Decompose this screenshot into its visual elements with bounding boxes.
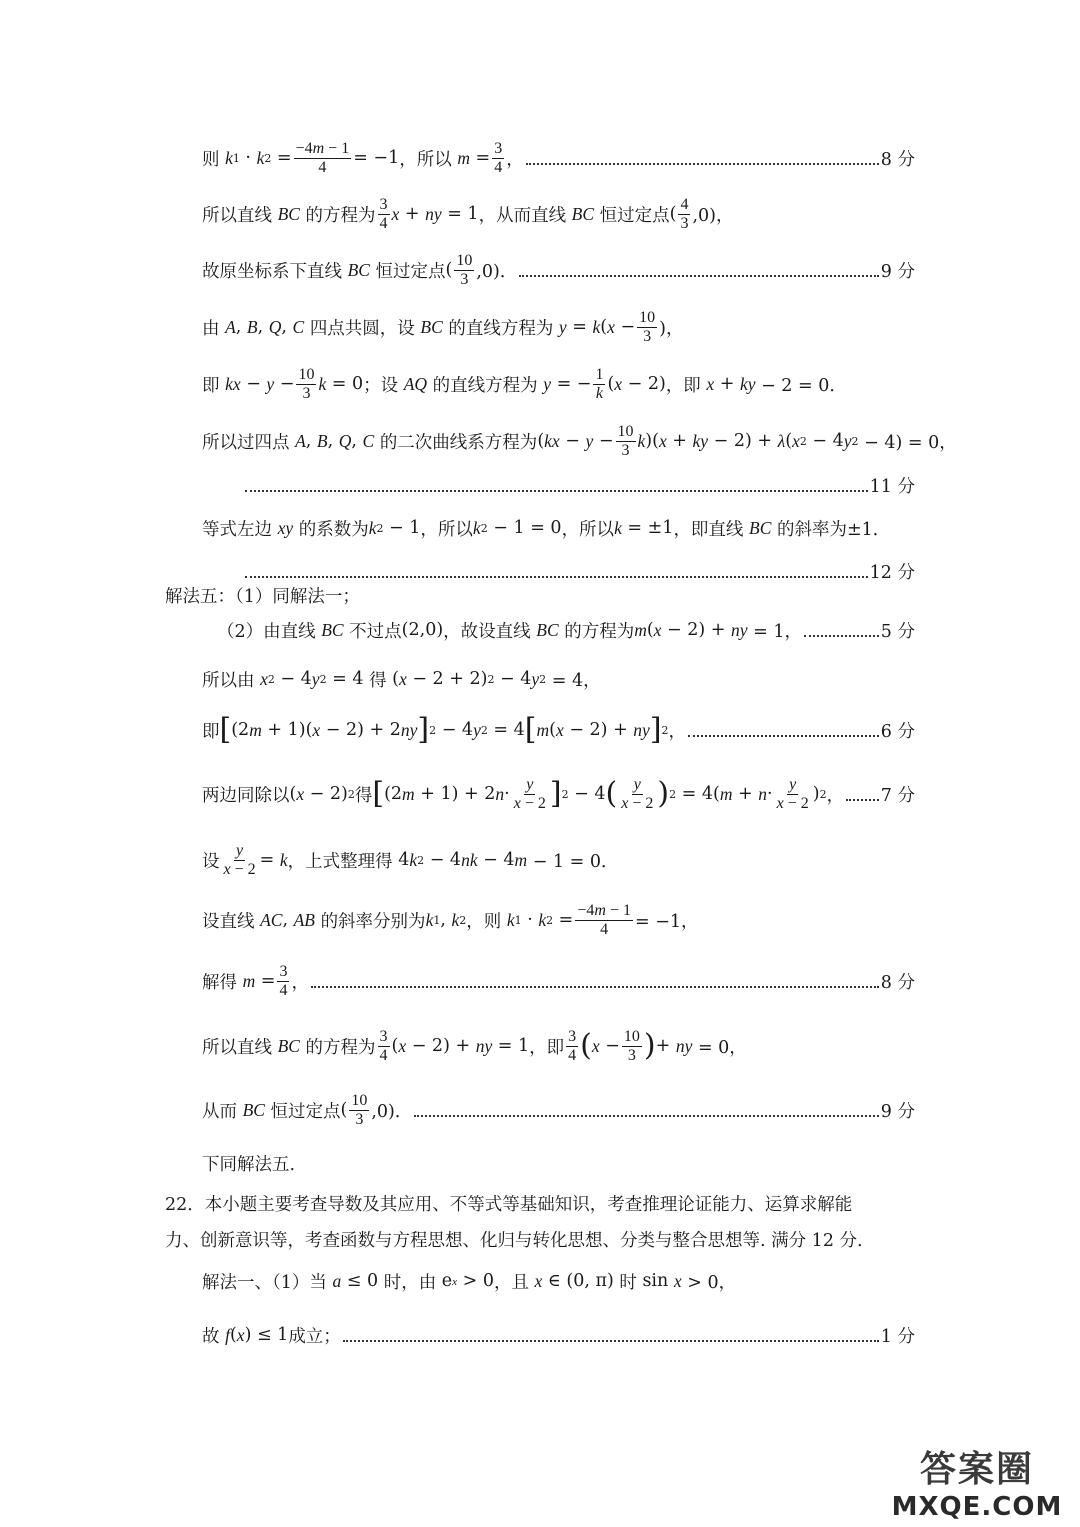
line-10: 解法五：（1）同解法一； <box>165 586 360 607</box>
leader-dots <box>688 733 879 737</box>
leader-dots <box>414 1113 878 1117</box>
line-18: 所以直线 BC 的方程为 $\frac{3}{4}$ ( x − 2) + ny = 1 ，即 $\frac{3}{4}$ ( x − $\frac{10}{3}$ ) + ny = 0， <box>202 1027 747 1064</box>
line-5: 即 kx − y − $\frac{10}{3}$ k = 0 ；设 AQ 的直线方程为 y = − $\frac{1}{k}$ ( x − 2) ，即 x + ky − 2 = 0． <box>202 365 847 402</box>
leader-dots <box>245 488 868 492</box>
line-14: 两边同除以 ( x − 2) 2 得 [ (2 m + 1) + 2 n · $\frac{y}{x - 2}$ ] 2 − 4 ( $\frac{y}{x - 2}$ ) 2 = 4( m + n · $\frac{y}{x - 2}$ ) 2 ， 7 分 <box>202 775 915 812</box>
leader-dots <box>343 1338 879 1342</box>
score: 7 分 <box>880 785 915 806</box>
score: 9 分 <box>880 261 915 282</box>
score: 8 分 <box>880 149 915 170</box>
line-17: 解得 m = $\frac{3}{4}$ ， 8 分 <box>202 962 915 999</box>
line-4: 由 A , B , Q , C 四点共圆，设 BC 的直线方程为 y = k ( x − $\frac{10}{3}$ )， <box>202 308 684 345</box>
line-19: 从而 BC 恒过定点 ( $\frac{10}{3}$ ,0)． 9 分 <box>202 1091 915 1128</box>
score: 5 分 <box>880 621 915 642</box>
score: 1 分 <box>880 1326 915 1347</box>
line-2: 所以直线 BC 的方程为 $\frac{3}{4}$ x + ny = 1 ，从而直线 BC 恒过定点 ( $\frac{4}{3}$ ,0)， <box>202 195 734 232</box>
score: 8 分 <box>880 972 915 993</box>
score: 12 分 <box>869 562 915 583</box>
line-12: 所以由 x 2 − 4 y 2 = 4 得 ( x − 2 + 2) 2 − 4 y 2 = 4， <box>202 668 601 691</box>
line-23: 解法一、（1）当 a ≤ 0 时，由 e x > 0 ，且 x ∈ (0, π) 时 sin x > 0， <box>202 1270 737 1293</box>
line-1: 则 k 1 · k 2 = $\frac{-4m - 1}{4}$ = −1 ，所以 m = $\frac{3}{4}$ ， 8 分 <box>202 139 915 176</box>
line-21: 22．本小题主要考查导数及其应用、不等式等基础知识，考查推理论证能力、运算求解能 <box>165 1194 853 1215</box>
leader-dots <box>311 984 879 988</box>
leader-dots <box>846 797 879 801</box>
leader-dots <box>519 273 878 277</box>
leader-dots <box>804 633 879 637</box>
line-13: 即 [ (2 m + 1)( x − 2) + 2 ny ] 2 − 4 y 2 = 4 [ m ( x − 2) + ny ] 2 ， 6 分 <box>202 712 915 747</box>
watermark-top: 答案圈 <box>919 1448 1034 1490</box>
line-8: 等式左边 xy 的系数为 k 2 − 1 ，所以 k 2 − 1 = 0 ，所以 k = ±1 ，即直线 BC 的斜率为 ±1． <box>202 517 891 540</box>
score: 6 分 <box>880 721 915 742</box>
line-3: 故原坐标系下直线 BC 恒过定点 ( $\frac{10}{3}$ ,0)． 9 分 <box>202 251 915 288</box>
score: 11 分 <box>869 476 915 497</box>
line-11: （2）由直线 BC 不过点 (2,0) ，故设直线 BC 的方程为 m ( x − 2) + ny = 1， 5 分 <box>217 619 915 642</box>
leader-dots <box>526 161 879 165</box>
line-20: 下同解法五. <box>202 1154 296 1175</box>
line-22: 力、创新意识等，考查函数与方程思想、化归与转化思想、分类与整合思想等. 满分 12 分. <box>165 1230 863 1251</box>
line-6: 所以过四点 A , B , Q , C 的二次曲线系方程为 ( kx − y − $\frac{10}{3}$ k )( x + ky − 2) + λ ( x 2 − 4 y 2 − 4) = 0， <box>202 422 957 459</box>
line-15: 设 $\frac{y}{x - 2}$ = k ，上式整理得 4 k 2 − 4 nk − 4 m − 1 = 0． <box>202 841 619 878</box>
line-16: 设直线 AC , AB 的斜率分别为 k 1 , k 2 ，则 k 1 · k 2 = $\frac{-4m - 1}{4}$ = −1， <box>202 901 699 938</box>
watermark-logo <box>882 1441 1072 1521</box>
line-24: 故 f ( x ) ≤ 1 成立； 1 分 <box>202 1324 915 1347</box>
watermark-bottom: MXQE.COM <box>891 1491 1063 1522</box>
score: 9 分 <box>880 1101 915 1122</box>
